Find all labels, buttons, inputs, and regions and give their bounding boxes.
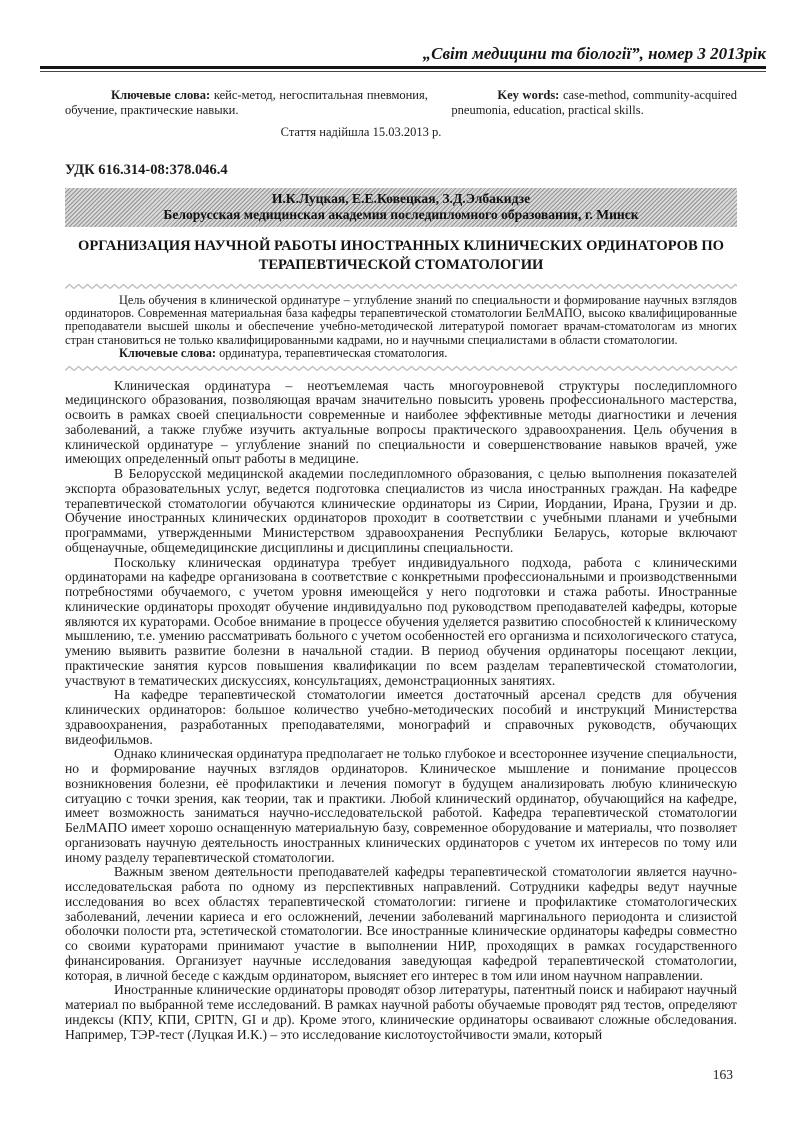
affiliation-line: Белорусская медицинская академия последипломного образования, г. Минск (163, 206, 639, 222)
keywords-row (65, 88, 737, 118)
keywords-en-text: case-method, community-acquired pneumonia, education, practical skills. (451, 88, 737, 117)
page-content (65, 88, 737, 1042)
received-date: Стаття надійшла 15.03.2013 р. (280, 125, 442, 139)
article-title: ОРГАНИЗАЦИЯ НАУЧНОЙ РАБОТЫ ИНОСТРАННЫХ КЛИНИЧЕСКИХ ОРДИНАТОРОВ ПО ТЕРАПЕВТИЧЕСКОЙ СТОМАТОЛОГИИ (77, 237, 725, 273)
keywords-ru (65, 88, 428, 118)
article-body (65, 379, 737, 1043)
abstract-keywords (65, 347, 737, 360)
header-rule (40, 66, 766, 72)
udc-code: УДК 616.314-08:378.046.4 (65, 162, 228, 178)
keywords-en (451, 88, 737, 118)
authors-line: И.К.Луцкая, Е.Е.Ковецкая, З.Д.Элбакидзе (271, 191, 531, 206)
abstract-keywords-text: ординатура, терапевтическая стоматология. (219, 346, 448, 361)
body-paragraph: Иностранные клинические ординаторы проводят обзор литературы, патентный поиск и набирают научный материал по выбранной теме исследований. В рамках научной работы обучаемые проводят ряд тестов, определяют индексы (КПУ, КПИ, CPITN, GI и др). Кроме этого, клинические ординаторы осваивают сложные обследования. Например, ТЭР-тест (Луцкая И.К.) – это исследование кислотоустойчивости эмали, который (65, 982, 737, 1042)
body-paragraph: В Белорусской медицинской академии последипломного образования, с целью выполнения показателей экспорта образовательных услуг, ведется подготовка специалистов из числа иностранных граждан. На кафедре терапевтической стоматологии обучаются клинические ординаторы из Сирии, Иордании, Ирана, Грузии и др. Обучение иностранных клинических ординаторов проходит в соответствии с учебными планами и учебными программами, утвержденными Министерством здравоохранения Республики Беларусь, которые включают общенаучные, общемедицинские дисциплины и дисциплины специальности. (65, 466, 737, 555)
journal-title: „Світ медицини та біології”, номер 3 2013рік (422, 44, 766, 63)
body-paragraph: Клиническая ординатура – неотъемлемая часть многоуровневой структуры последипломного медицинского образования, позволяющая врачам значительно повысить уровень профессионального мастерства, освоить в рамках своей специальности современные и наиболее эффективные методы диагностики и лечения заболеваний, а также глубже изучить актуальные вопросы практического здравоохранения. Цель обучения в клинической ординатуре – углубление знаний по специальности и совершенствование навыков врачей, уже имеющих определенный опыт работы в медицине. (65, 377, 737, 467)
body-paragraph: Однако клиническая ординатура предполагает не только глубокое и всестороннее изучение специальности, но и формирование научных взглядов ординаторов. Клиническое мышление и понимание процессов возникновения болезни, её профилактики и лечения помогут в будущем анализировать любую клиническую ситуацию с точки зрения, как теории, так и практики. Любой клинический ординатор, обучающийся на кафедре, имеет возможность заниматься научно-исследовательской работой. Кафедра терапевтической стоматологии БелМАПО имеет хорошо оснащенную материальную базу, современное оборудование и материалы, что позволяет организовать научную деятельность иностранных клинических ординаторов с учетом их интересов по тому или иному разделу терапевтической стоматологии. (65, 746, 737, 865)
body-paragraph: Важным звеном деятельности преподавателей кафедры терапевтической стоматологии является научно-исследовательская работа по одному из перспективных направлений. Сотрудники кафедры ведут научные исследования во всех областях терапевтической стоматологии: гигиене и профилактике стоматологических заболеваний, лечении кариеса и его осложнений, лечении заболеваний маргинального периодонта и слизистой оболочки полости рта, эстетической стоматологии. Все иностранные клинические ординаторы кафедры совместно со своими кураторами принимают участие в выполнении НИР, проходящих в рамках государственного финансирования. Организует научные исследования заведующая кафедрой терапевтической стоматологии, которая, в личной беседе с каждым ординатором, выясняет его интерес в том или ином научном направлении. (65, 864, 737, 983)
abstract-text: Цель обучения в клинической ординатуре – углубление знаний по специальности и формирование научных взглядов ординаторов. Современная материальная база кафедры терапевтической стоматологии БелМАПО, высоко квалифицированные преподаватели высшей школы и обеспечение учебно-методической литературой помогает врачам-стоматологам из многих стран становиться не только квалифицированными кадрами, но и научными специалистами в области стоматологии. (65, 292, 737, 347)
zigzag-divider-top (65, 283, 737, 290)
keywords-en-label: Key words: (497, 88, 560, 102)
abstract-keywords-label: Ключевые слова: (119, 346, 216, 361)
authors-block (65, 188, 737, 227)
journal-running-head (40, 44, 766, 64)
keywords-ru-label: Ключевые слова: (111, 88, 211, 102)
abstract-section (65, 294, 737, 361)
body-paragraph: Поскольку клиническая ординатура требует индивидуального подхода, работа с клиническими ординаторами на кафедре организована в соответствие с конкретными профессиональными и производственными потребностями обучаемого, с учетом уровня имеющейся у него подготовки и стажа работы. Иностранные клинические ординаторы проходят обучение индивидуально под руководством преподавателей кафедры, которые являются их кураторами. Особое внимание в процессе обучения уделяется развитию способностей к клиническому мышлению, т.е. умению рассматривать больного с учетом особенностей его организма и психологического статуса, умению выявить развитие болезни в начальной стадии. В период обучения ординаторы посещают лекции, практические занятия курсов повышения квалификации по всем разделам терапевтической стоматологии, участвуют в тематических дискуссиях, консультациях, демонстрационных занятиях. (65, 554, 737, 688)
zigzag-divider-bottom (65, 365, 737, 372)
page-number: 163 (712, 1067, 733, 1082)
keywords-ru-text: кейс-метод, негоспитальная пневмония, обучение, практические навыки. (65, 88, 428, 117)
body-paragraph: На кафедре терапевтической стоматологии имеется достаточный арсенал средств для обучения клинических ординаторов: большое количество учебно-методических пособий и инструкций Министерства здравоохранения, разработанных преподавателями, монографий и справочных руководств, обучающих видеофильмов. (65, 687, 737, 747)
